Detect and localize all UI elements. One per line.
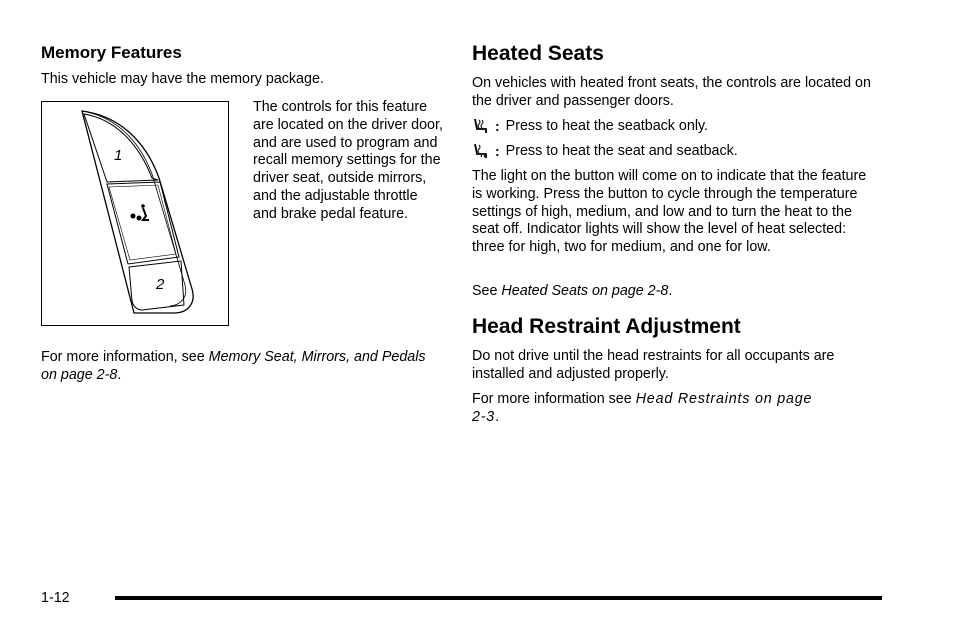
head-restraint-more-link[interactable]: Head Restraints on page 2-3 — [472, 391, 813, 425]
memory-more-info-link[interactable]: Memory Seat, Mirrors, and Pedals on page 2-8 — [41, 349, 426, 383]
memory-more-info-prefix: For more information, see — [41, 349, 209, 365]
seatback-text: Press to heat the seatback only. — [505, 118, 709, 135]
heated-seats-heading: Heated Seats — [472, 42, 604, 65]
heated-seats-intro: On vehicles with heated front seats, the controls are located on the driver and passenger doors. — [472, 75, 871, 109]
memory-features-heading: Memory Features — [41, 43, 182, 62]
memory-more-info-suffix: . — [117, 366, 122, 383]
head-restraint-more-suffix: . — [495, 408, 500, 425]
heated-seats-see — [472, 283, 877, 301]
head-restraint-more-prefix: For more information see — [472, 391, 636, 407]
seat-seatback-heat-icon — [472, 143, 492, 161]
memory-intro: This vehicle may have the memory package. — [41, 71, 324, 87]
seat-colon: : — [495, 143, 500, 160]
footer-rule — [115, 596, 882, 600]
figure-caption: The controls for this feature are located on the driver door, and are used to program and recall memory settings for the driver seat, outside mirrors, and the adjustable throttle and brake pedal feature. — [253, 99, 443, 222]
heated-seats-see-suffix: . — [668, 283, 673, 299]
seatback-colon: : — [495, 118, 500, 135]
seat-heat-line — [472, 143, 738, 161]
head-restraint-more-info — [472, 391, 817, 427]
heated-seats-see-prefix: See — [472, 283, 502, 299]
memory-more-info — [41, 349, 436, 385]
head-restraint-text: Do not drive until the head restraints for all occupants are installed and adjusted properly. — [472, 348, 835, 382]
button-1-label: 1 — [114, 147, 123, 164]
indicator-light-paragraph: The light on the button will come on to indicate that the feature is working. Press the button to cycle through the temperature settings of high, medium, and low and to turn the heat to the seat off. Indicator lights will show the level of heat selected: three for high, two for medium, and one for low. — [472, 168, 867, 256]
seat-text: Press to heat the seat and seatback. — [505, 143, 738, 160]
page-number: 1-12 — [41, 590, 70, 606]
head-restraint-heading: Head Restraint Adjustment — [472, 315, 741, 338]
seatback-heat-line — [472, 118, 708, 136]
seatback-heat-icon — [472, 118, 492, 136]
button-2-label: 2 — [156, 276, 165, 293]
memory-seat-icon — [131, 204, 150, 220]
memory-buttons-illustration — [42, 102, 227, 324]
heated-seats-see-link[interactable]: Heated Seats on page 2-8 — [501, 283, 669, 299]
memory-buttons-figure — [41, 101, 229, 326]
